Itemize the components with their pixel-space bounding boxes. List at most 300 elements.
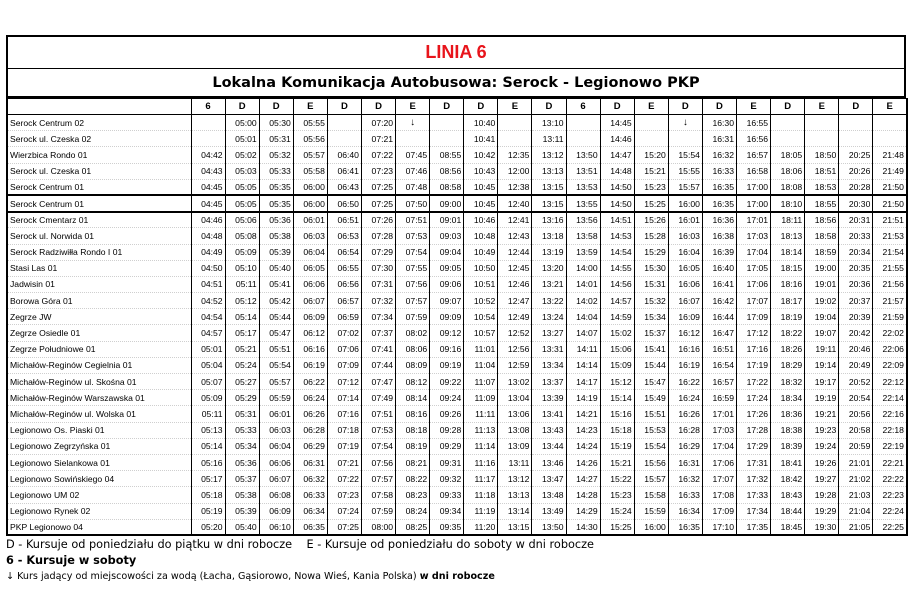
- departure-time: 16:26: [668, 406, 702, 422]
- departure-time: 14:23: [566, 422, 600, 438]
- departure-time: 12:49: [498, 309, 532, 325]
- table-row: [7, 131, 907, 147]
- departure-time: 06:05: [293, 260, 327, 276]
- departure-time: 14:47: [600, 147, 634, 163]
- stop-name: Michałów-Reginów Cegielnia 01: [7, 357, 191, 373]
- stop-name: Michałów-Reginów ul. Skośna 01: [7, 374, 191, 390]
- departure-time: 05:18: [191, 487, 225, 503]
- departure-time: 08:16: [396, 406, 430, 422]
- departure-time: 07:49: [361, 390, 395, 406]
- departure-time: [839, 131, 873, 147]
- column-header: E: [293, 99, 327, 115]
- departure-time: 08:02: [396, 325, 430, 341]
- departure-time: 13:13: [532, 163, 566, 179]
- departure-time: 21:56: [873, 276, 907, 292]
- departure-time: [805, 131, 839, 147]
- departure-time: 18:43: [771, 487, 805, 503]
- departure-time: 17:06: [737, 276, 771, 292]
- departure-time: 15:19: [600, 438, 634, 454]
- departure-time: 08:12: [396, 374, 430, 390]
- departure-time: 07:06: [327, 341, 361, 357]
- departure-time: 06:08: [259, 487, 293, 503]
- departure-time: 07:25: [361, 179, 395, 195]
- departure-time: 14:50: [600, 179, 634, 195]
- departure-time: 11:09: [464, 390, 498, 406]
- legend-arrow-text: ↓ Kurs jadący od miejscowości za wodą (Łacha, Gąsiorowo, Nowa Wieś, Kania Polska): [6, 571, 417, 582]
- departure-time: 05:41: [259, 276, 293, 292]
- departure-time: 16:22: [668, 374, 702, 390]
- departure-time: 06:33: [293, 487, 327, 503]
- departure-time: 16:59: [702, 390, 736, 406]
- departure-time: 18:56: [805, 212, 839, 228]
- departure-time: 16:30: [702, 115, 736, 131]
- departure-time: 13:50: [566, 147, 600, 163]
- departure-time: [634, 115, 668, 131]
- departure-time: 18:42: [771, 471, 805, 487]
- departure-time: 06:01: [293, 212, 327, 228]
- departure-time: 19:30: [805, 519, 839, 535]
- departure-time: 18:34: [771, 390, 805, 406]
- departure-time: 13:15: [532, 179, 566, 195]
- departure-time: 15:14: [600, 390, 634, 406]
- column-header: E: [498, 99, 532, 115]
- departure-time: 15:16: [600, 406, 634, 422]
- departure-time: 15:25: [634, 195, 668, 211]
- departure-time: 15:49: [634, 390, 668, 406]
- departure-time: 11:16: [464, 454, 498, 470]
- departure-time: 21:49: [873, 163, 907, 179]
- departure-time: 08:06: [396, 341, 430, 357]
- departure-time: 17:34: [737, 503, 771, 519]
- departure-time: 17:04: [737, 244, 771, 260]
- departure-time: 06:56: [327, 276, 361, 292]
- departure-time: 07:47: [361, 374, 395, 390]
- departure-time: 05:36: [259, 212, 293, 228]
- departure-time: 21:51: [873, 212, 907, 228]
- departure-time: 07:59: [361, 503, 395, 519]
- table-row: [7, 179, 907, 195]
- departure-time: 09:34: [430, 503, 464, 519]
- stop-name: Serock Centrum 02: [7, 115, 191, 131]
- table-row: [7, 471, 907, 487]
- departure-time: 06:32: [293, 471, 327, 487]
- departure-time: 09:01: [430, 212, 464, 228]
- departure-time: 10:52: [464, 293, 498, 309]
- departure-time: 05:10: [225, 260, 259, 276]
- departure-time: 11:19: [464, 503, 498, 519]
- departure-time: 15:21: [634, 163, 668, 179]
- departure-time: 18:32: [771, 374, 805, 390]
- departure-time: 07:31: [361, 276, 395, 292]
- departure-time: 08:55: [430, 147, 464, 163]
- stop-name: Zegrze Osiedle 01: [7, 325, 191, 341]
- table-row: [7, 374, 907, 390]
- departure-time: 08:09: [396, 357, 430, 373]
- departure-time: 05:47: [259, 325, 293, 341]
- departure-time: 12:47: [498, 293, 532, 309]
- departure-time: 08:21: [396, 454, 430, 470]
- departure-time: 19:21: [805, 406, 839, 422]
- stop-name: Legionowo Zegrzyńska 01: [7, 438, 191, 454]
- departure-time: 12:38: [498, 179, 532, 195]
- departure-time: 10:49: [464, 244, 498, 260]
- departure-time: 06:34: [293, 503, 327, 519]
- departure-time: 16:31: [668, 454, 702, 470]
- departure-time: 21:54: [873, 244, 907, 260]
- departure-time: 09:32: [430, 471, 464, 487]
- departure-time: 05:35: [259, 179, 293, 195]
- departure-time: 08:14: [396, 390, 430, 406]
- departure-time: 16:06: [668, 276, 702, 292]
- column-header: D: [771, 99, 805, 115]
- departure-time: 06:53: [327, 228, 361, 244]
- departure-time: 11:14: [464, 438, 498, 454]
- departure-time: 17:33: [737, 487, 771, 503]
- departure-time: 11:18: [464, 487, 498, 503]
- departure-time: 05:09: [191, 390, 225, 406]
- departure-time: 21:55: [873, 260, 907, 276]
- departure-time: 05:09: [225, 244, 259, 260]
- departure-time: 17:05: [737, 260, 771, 276]
- departure-time: 06:00: [293, 179, 327, 195]
- departure-time: 16:28: [668, 422, 702, 438]
- departure-time: 05:35: [259, 195, 293, 211]
- departure-time: 19:19: [805, 390, 839, 406]
- departure-time: 16:36: [702, 212, 736, 228]
- timetable: [6, 35, 906, 536]
- departure-time: 07:34: [361, 309, 395, 325]
- departure-time: 05:57: [259, 374, 293, 390]
- departure-time: 18:15: [771, 260, 805, 276]
- departure-time: 07:56: [361, 454, 395, 470]
- departure-time: 16:32: [668, 471, 702, 487]
- departure-time: 22:21: [873, 454, 907, 470]
- departure-time: 05:32: [259, 147, 293, 163]
- departure-time: 07:26: [361, 212, 395, 228]
- departure-time: 15:37: [634, 325, 668, 341]
- departure-time: 16:57: [702, 374, 736, 390]
- departure-time: 07:48: [396, 179, 430, 195]
- departure-time: 07:19: [327, 438, 361, 454]
- departure-time: 14:04: [566, 309, 600, 325]
- departure-time: 11:11: [464, 406, 498, 422]
- departure-time: 13:59: [566, 244, 600, 260]
- departure-time: 16:07: [668, 293, 702, 309]
- departure-time: 05:01: [191, 341, 225, 357]
- departure-time: 14:29: [566, 503, 600, 519]
- departure-time: 09:03: [430, 228, 464, 244]
- departure-time: 17:01: [737, 212, 771, 228]
- column-header: D: [259, 99, 293, 115]
- departure-time: 05:33: [259, 163, 293, 179]
- departure-time: 16:42: [702, 293, 736, 309]
- departure-time: 05:13: [191, 422, 225, 438]
- departure-time: [498, 115, 532, 131]
- departure-time: 06:22: [293, 374, 327, 390]
- departure-time: 11:07: [464, 374, 498, 390]
- departure-time: 15:20: [634, 147, 668, 163]
- departure-time: 22:23: [873, 487, 907, 503]
- departure-time: 06:57: [327, 293, 361, 309]
- table-row: [7, 228, 907, 244]
- departure-time: 15:54: [668, 147, 702, 163]
- departure-time: 17:28: [737, 422, 771, 438]
- departure-time: 15:57: [634, 471, 668, 487]
- departure-time: 16:04: [668, 244, 702, 260]
- departure-time: 14:24: [566, 438, 600, 454]
- departure-time: 16:51: [702, 341, 736, 357]
- departure-time: 18:13: [771, 228, 805, 244]
- departure-time: 06:07: [293, 293, 327, 309]
- departure-time: 10:54: [464, 309, 498, 325]
- departure-time: 05:42: [259, 293, 293, 309]
- departure-time: [771, 115, 805, 131]
- departure-time: 18:22: [771, 325, 805, 341]
- departure-time: 13:31: [532, 341, 566, 357]
- departure-time: 17:24: [737, 390, 771, 406]
- departure-time: 07:02: [327, 325, 361, 341]
- timetable-header: [6, 35, 906, 98]
- departure-time: [634, 131, 668, 147]
- departure-time: 15:22: [600, 471, 634, 487]
- departure-time: 16:12: [668, 325, 702, 341]
- departure-time: 15:57: [668, 179, 702, 195]
- departure-time: 15:25: [600, 519, 634, 535]
- departure-time: 07:57: [361, 471, 395, 487]
- departure-time: 14:48: [600, 163, 634, 179]
- departure-time: 06:43: [327, 179, 361, 195]
- departure-time: 14:50: [600, 195, 634, 211]
- departure-time: [805, 115, 839, 131]
- departure-time: 05:29: [225, 390, 259, 406]
- stop-name: Michałów-Reginów Warszawska 01: [7, 390, 191, 406]
- departure-time: 16:55: [737, 115, 771, 131]
- departure-time: 07:41: [361, 341, 395, 357]
- departure-time: 17:09: [737, 309, 771, 325]
- departure-time: 07:25: [361, 195, 395, 211]
- departure-time: 06:10: [259, 519, 293, 535]
- stop-name: Borowa Góra 01: [7, 293, 191, 309]
- departure-time: 22:06: [873, 341, 907, 357]
- departure-time: 10:41: [464, 131, 498, 147]
- departure-time: 06:09: [293, 309, 327, 325]
- departure-time: 06:19: [293, 357, 327, 373]
- departure-time: 20:59: [839, 438, 873, 454]
- departure-time: 09:00: [430, 195, 464, 211]
- departure-time: 07:56: [396, 276, 430, 292]
- departure-time: 19:00: [805, 260, 839, 276]
- departure-time: 06:41: [327, 163, 361, 179]
- departure-time: 07:50: [396, 195, 430, 211]
- departure-time: 15:26: [634, 212, 668, 228]
- departure-time: 07:54: [396, 244, 430, 260]
- table-row: [7, 454, 907, 470]
- departure-time: 07:46: [396, 163, 430, 179]
- departure-time: 16:01: [668, 212, 702, 228]
- departure-time: 07:20: [361, 115, 395, 131]
- departure-time: 13:41: [532, 406, 566, 422]
- departure-time: 14:27: [566, 471, 600, 487]
- stop-name: PKP Legionowo 04: [7, 519, 191, 535]
- departure-time: 13:15: [498, 519, 532, 535]
- departure-time: 09:29: [430, 438, 464, 454]
- departure-time: 09:19: [430, 357, 464, 373]
- departure-time: 20:39: [839, 309, 873, 325]
- departure-time: 07:09: [327, 357, 361, 373]
- departure-time: 11:01: [464, 341, 498, 357]
- departure-time: 08:18: [396, 422, 430, 438]
- departure-time: 18:41: [771, 454, 805, 470]
- departure-time: 17:22: [737, 374, 771, 390]
- departure-time: 07:45: [396, 147, 430, 163]
- departure-time: 16:44: [702, 309, 736, 325]
- departure-time: [430, 115, 464, 131]
- departure-time: 05:55: [293, 115, 327, 131]
- departure-time: 21:01: [839, 454, 873, 470]
- column-header: D: [532, 99, 566, 115]
- departure-time: 12:41: [498, 212, 532, 228]
- departure-time: 04:43: [191, 163, 225, 179]
- departure-time: 05:04: [191, 357, 225, 373]
- column-header: D: [464, 99, 498, 115]
- departure-time: 14:07: [566, 325, 600, 341]
- departure-time: 17:09: [702, 503, 736, 519]
- departure-time: 18:16: [771, 276, 805, 292]
- departure-time: 08:58: [430, 179, 464, 195]
- departure-time: 07:24: [327, 503, 361, 519]
- departure-time: 06:12: [293, 325, 327, 341]
- departure-time: 18:29: [771, 357, 805, 373]
- departure-time: 16:47: [702, 325, 736, 341]
- departure-time: 13:12: [532, 147, 566, 163]
- departure-time: 07:37: [361, 325, 395, 341]
- departure-time: 21:05: [839, 519, 873, 535]
- departure-time: 06:26: [293, 406, 327, 422]
- departure-time: 07:44: [361, 357, 395, 373]
- departure-time: 11:04: [464, 357, 498, 373]
- departure-time: 13:50: [532, 519, 566, 535]
- departure-time: 16:31: [702, 131, 736, 147]
- departure-time: 10:48: [464, 228, 498, 244]
- table-row: [7, 276, 907, 292]
- departure-time: 05:05: [225, 179, 259, 195]
- departure-time: 13:11: [498, 454, 532, 470]
- departure-time: 10:42: [464, 147, 498, 163]
- departure-time: 11:13: [464, 422, 498, 438]
- departure-time: 14:17: [566, 374, 600, 390]
- departure-time: 09:31: [430, 454, 464, 470]
- column-header: E: [805, 99, 839, 115]
- departure-time: 07:57: [396, 293, 430, 309]
- departure-time: 22:02: [873, 325, 907, 341]
- departure-time: 21:53: [873, 228, 907, 244]
- departure-time: 12:56: [498, 341, 532, 357]
- departure-time: 04:46: [191, 212, 225, 228]
- departure-time: [327, 115, 361, 131]
- departure-time: [566, 115, 600, 131]
- departure-time: 10:43: [464, 163, 498, 179]
- departure-time: 07:21: [361, 131, 395, 147]
- table-row: [7, 390, 907, 406]
- departure-time: 18:38: [771, 422, 805, 438]
- departure-time: 10:45: [464, 195, 498, 211]
- departure-time: 08:00: [361, 519, 395, 535]
- departure-time: 08:56: [430, 163, 464, 179]
- departure-time: 13:13: [498, 487, 532, 503]
- departure-time: 14:51: [600, 212, 634, 228]
- departure-time: 07:21: [327, 454, 361, 470]
- departure-time: 19:23: [805, 422, 839, 438]
- departure-time: 19:26: [805, 454, 839, 470]
- departure-time: 14:54: [600, 244, 634, 260]
- departure-time: 05:20: [191, 519, 225, 535]
- column-header: D: [361, 99, 395, 115]
- departure-time: 14:19: [566, 390, 600, 406]
- departure-time: 04:42: [191, 147, 225, 163]
- departure-time: 05:21: [225, 341, 259, 357]
- departure-time: 15:18: [600, 422, 634, 438]
- column-header: D: [839, 99, 873, 115]
- table-row: [7, 147, 907, 163]
- departure-time: 09:35: [430, 519, 464, 535]
- departure-time: 10:46: [464, 212, 498, 228]
- down-arrow-icon: ↓: [668, 115, 702, 131]
- stop-name: Zegrze JW: [7, 309, 191, 325]
- departure-time: 05:00: [225, 115, 259, 131]
- departure-time: 07:25: [327, 519, 361, 535]
- departure-time: 10:51: [464, 276, 498, 292]
- departure-time: 05:38: [225, 487, 259, 503]
- departure-time: 13:49: [532, 503, 566, 519]
- departure-time: 16:24: [668, 390, 702, 406]
- departure-time: 09:24: [430, 390, 464, 406]
- departure-time: 12:45: [498, 260, 532, 276]
- departure-time: 17:10: [702, 519, 736, 535]
- departure-time: 18:19: [771, 309, 805, 325]
- table-row: [7, 115, 907, 131]
- departure-time: 14:59: [600, 309, 634, 325]
- departure-time: 07:32: [361, 293, 395, 309]
- departure-time: 17:00: [737, 179, 771, 195]
- departure-time: 16:41: [702, 276, 736, 292]
- departure-time: 17:07: [737, 293, 771, 309]
- departure-time: 05:33: [225, 422, 259, 438]
- column-header: D: [600, 99, 634, 115]
- departure-time: 12:52: [498, 325, 532, 341]
- departure-time: 16:19: [668, 357, 702, 373]
- departure-time: 15:31: [634, 276, 668, 292]
- departure-time: 18:51: [805, 163, 839, 179]
- departure-time: 05:59: [259, 390, 293, 406]
- departure-time: 05:17: [191, 471, 225, 487]
- table-row: [7, 519, 907, 535]
- line-title: LINIA 6: [425, 42, 487, 62]
- departure-time: 09:04: [430, 244, 464, 260]
- legend-arrow: [6, 569, 906, 585]
- departure-time: 16:35: [668, 519, 702, 535]
- departure-time: 15:30: [634, 260, 668, 276]
- departure-time: 15:21: [600, 454, 634, 470]
- departure-time: 16:54: [702, 357, 736, 373]
- departure-time: 14:01: [566, 276, 600, 292]
- departure-time: 17:31: [737, 454, 771, 470]
- departure-time: 09:06: [430, 276, 464, 292]
- legend-d-e: D - Kursuje od poniedziału do piątku w dni robocze E - Kursuje od poniedziału do soboty w dni robocze: [6, 538, 595, 551]
- departure-time: 06:50: [327, 195, 361, 211]
- departure-time: 05:38: [259, 228, 293, 244]
- departure-time: 20:49: [839, 357, 873, 373]
- departure-time: 16:32: [702, 147, 736, 163]
